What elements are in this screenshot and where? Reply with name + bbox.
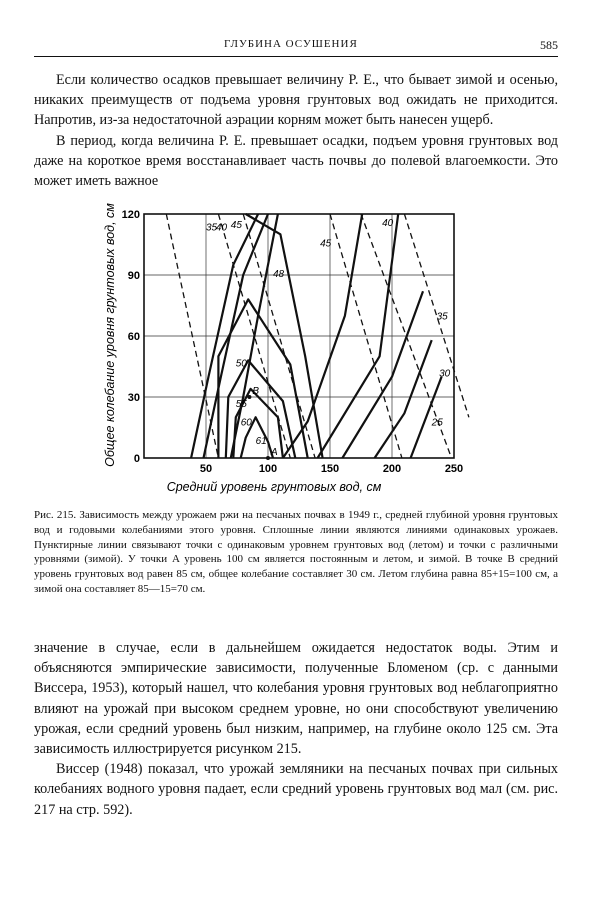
caption-text: Рис. 215. Зависимость между урожаем ржи на песчаных почвах в 1949 г., средней глубиной уровня грунтовых вод и годовыми колебаниями этого уровня. Сплошные линии являются линиями одинаковых урожаев. Пунктирные линии связывают точки с одинаковым уровнем грунтовых вод (летом) и точки с различными уровнями (зимой). У точки A уровень 100 см является постоянным и летом, и зимой. В точке B средний уровень грунтовых вод равен 85 см, общее колебание составляет 30 см. Летом глубина равна 85+15=100 см, а зимой она составляет 85—15=70 см.	[34, 509, 558, 595]
dashed-contour-label: 40	[215, 222, 228, 234]
figure-215-chart	[94, 200, 474, 500]
point-marker	[247, 395, 251, 399]
x-axis-label: Средний уровень грунтовых вод, см	[166, 480, 382, 494]
y-tick-label: 0	[133, 453, 140, 465]
y-tick-label: 90	[127, 270, 140, 282]
solid-contour-label: 30	[439, 368, 451, 380]
contour-labels	[206, 218, 451, 447]
x-tick-label: 200	[382, 463, 402, 475]
solid-contour-label: 50	[235, 358, 247, 370]
solid-contour-line	[375, 340, 432, 458]
y-tick-label: 120	[121, 209, 140, 221]
x-tick-label: 250	[444, 463, 464, 475]
dashed-contour-label: 45	[320, 238, 332, 250]
solid-contour-label: 61	[255, 435, 267, 447]
solid-contour-line	[342, 291, 423, 458]
solid-contour-label: 40	[382, 218, 394, 230]
dashed-contour-label: 45	[230, 220, 242, 232]
running-header	[34, 38, 558, 57]
solid-contour-label: 60	[240, 417, 252, 429]
text-block-bottom	[34, 638, 558, 820]
paragraph: Виссер (1948) показал, что урожай земляники на песчаных почвах при сильных колебаниях водного уровня падает, если средний уровень грунтовых вод мал (см. рис. 217 на стр. 592).	[34, 761, 558, 818]
solid-contour-label: 25	[431, 417, 443, 429]
paragraph: Если количество осадков превышает величину P. E., что бывает зимой и осенью, никаких преимуществ от подъема уровня грунтовых вод ожидать не приходится. Напротив, из-за недостаточной аэрации корням может быть нанесен ущерб.	[34, 72, 558, 129]
y-axis-label: Общее колебание уровня грунтовых вод, см	[103, 203, 117, 467]
x-tick-label: 100	[258, 463, 278, 475]
figure-caption	[34, 508, 558, 597]
x-tick-label: 150	[320, 463, 340, 475]
point-label: B	[252, 386, 260, 397]
y-tick-label: 60	[127, 331, 140, 343]
solid-contour-label: 55	[235, 399, 247, 411]
solid-contour-label: 35	[436, 311, 448, 323]
y-tick-labels	[122, 209, 140, 465]
paragraph: В период, когда величина P. E. превышает осадки, подъем уровня грунтовых вод даже на короткое время восстанавливает часть почвы до полевой влагоемкости. Это может иметь важное	[34, 132, 558, 190]
solid-contour-label: 48	[272, 269, 285, 281]
x-tick-labels	[200, 463, 463, 475]
text-block-top	[34, 70, 558, 191]
point-marker	[266, 456, 270, 460]
paragraph: значение в случае, если в дальнейшем ожидается недостаток воды. Этим и объясняются эмпирические зависимости, полученные Бломеном (ср. с данными Виссера, 1953), который нашел, что колебания уровня грунтовых вод неблагоприятно влияют на урожай при высоком среднем уровне, но они способствуют увеличению урожая, если средний уровень был низким, например, на глубине около 125 см. Эта зависимость иллюстрируется рисунком 215.	[34, 640, 558, 758]
x-tick-label: 50	[199, 463, 213, 475]
point-label: A	[271, 447, 278, 458]
running-title: ГЛУБИНА ОСУШЕНИЯ	[224, 38, 358, 50]
page-number: 585	[540, 38, 558, 52]
y-tick-label: 30	[127, 392, 140, 404]
dashed-contour-label: 35	[206, 222, 218, 234]
